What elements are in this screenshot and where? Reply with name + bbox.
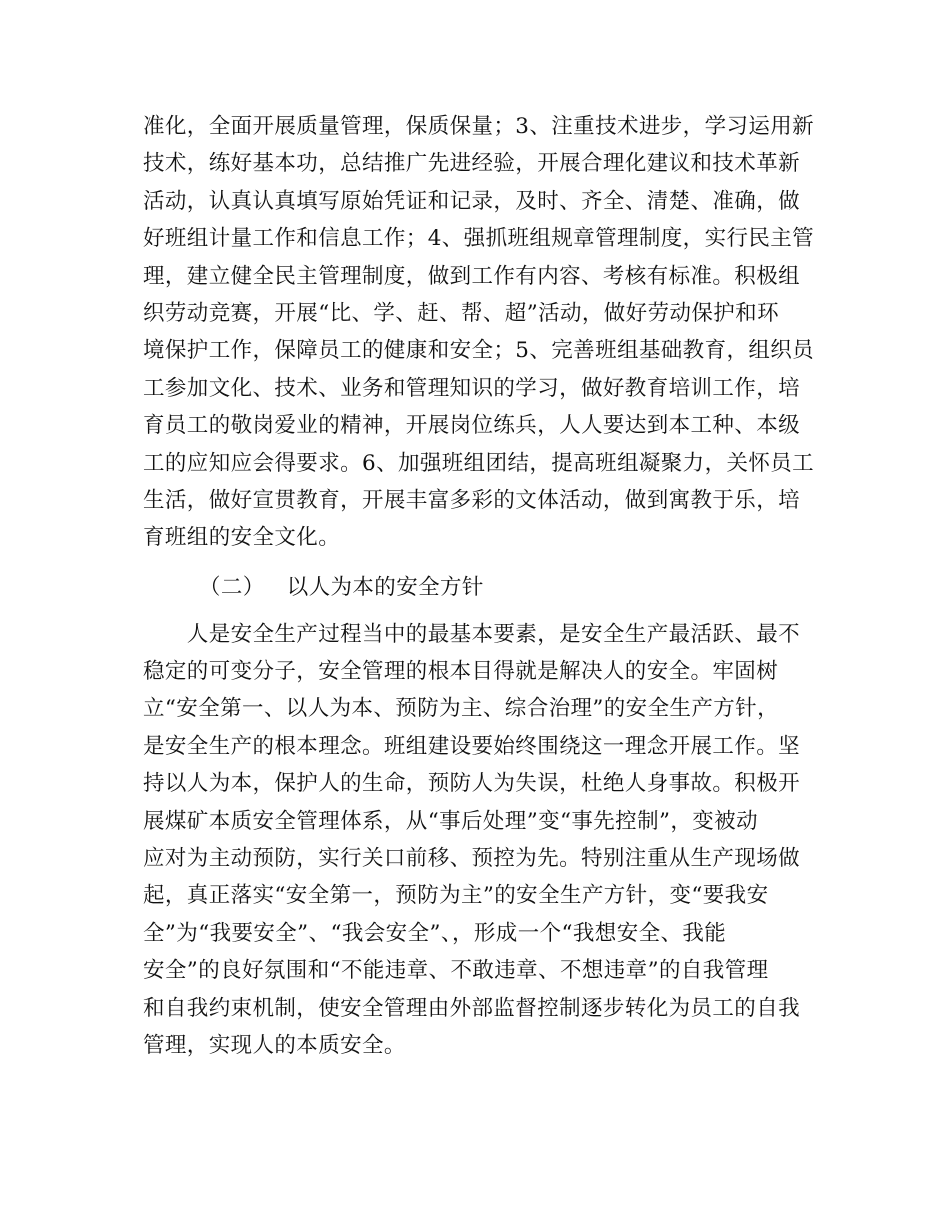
document-body — [143, 108, 815, 1064]
text-line: 理，建立健全民主管理制度，做到工作有内容、考核有标准。积极组 — [143, 263, 801, 289]
section-title: 以人为本的安全方针 — [286, 574, 484, 600]
text-line: 好班组计量工作和信息工作；4、强抓班组规章管理制度，实行民主管 — [143, 226, 815, 252]
text-line: 是安全生产的根本理念。班组建设要始终围绕这一理念开展工作。坚 — [143, 733, 801, 759]
text-line: 全”为“我要安全”、“我会安全”、，形成一个“我想安全、我能 — [143, 920, 727, 946]
text-line: 人是安全生产过程当中的最基本要素，是安全生产最活跃、最不 — [143, 621, 801, 647]
text-line: 育班组的安全文化。 — [143, 525, 341, 551]
text-line: 生活，做好宣贯教育，开展丰富多彩的文体活动，做到寓教于乐，培 — [143, 487, 801, 513]
text-line: 安全”的良好氛围和“不能违章、不敢违章、不想违章”的自我管理 — [143, 958, 769, 984]
text-line: 和自我约束机制，使安全管理由外部监督控制逐步转化为员工的自我 — [143, 995, 801, 1021]
text-line: 活动，认真认真填写原始凭证和记录，及时、齐全、清楚、准确，做 — [143, 188, 801, 214]
text-line: 应对为主动预防，实行关口前移、预控为先。特别注重从生产现场做 — [143, 846, 801, 872]
text-line: 育员工的敬岗爱业的精神，开展岗位练兵，人人要达到本工种、本级 — [143, 413, 801, 439]
text-line: 工的应知应会得要求。6、加强班组团结，提高班组凝聚力，关怀员工 — [143, 450, 815, 476]
text-line: 持以人为本，保护人的生命，预防人为失误，杜绝人身事故。积极开 — [143, 771, 801, 797]
paragraph-2 — [143, 616, 808, 1065]
section-number: （二） — [199, 574, 265, 600]
text-line: 工参加文化、技术、业务和管理知识的学习，做好教育培训工作，培 — [143, 375, 801, 401]
text-line: 织劳动竞赛，开展“比、学、赶、帮、超”活动，做好劳动保护和环 — [143, 300, 779, 326]
text-line: 稳定的可变分子，安全管理的根本目得就是解决人的安全。牢固树 — [143, 659, 779, 685]
text-line: 准化，全面开展质量管理，保质保量；3、注重技术进步，学习运用新 — [143, 114, 815, 139]
text-line: 立“安全第一、以人为本、预防为主、综合治理”的安全生产方针， — [143, 696, 779, 722]
text-line: 技术，练好基本功，总结推广先进经验，开展合理化建议和技术革新 — [143, 151, 801, 177]
paragraph-1 — [143, 108, 815, 557]
text-line: 境保护工作，保障员工的健康和安全；5、完善班组基础教育，组织员 — [143, 338, 815, 364]
text-line: 展煤矿本质安全管理体系，从“事后处理”变“事先控制”，变被动 — [143, 808, 758, 834]
text-line: 管理，实现人的本质安全。 — [143, 1032, 406, 1058]
text-line: 起，真正落实“安全第一，预防为主”的安全生产方针，变“要我安 — [143, 883, 769, 909]
section-heading — [143, 569, 808, 606]
